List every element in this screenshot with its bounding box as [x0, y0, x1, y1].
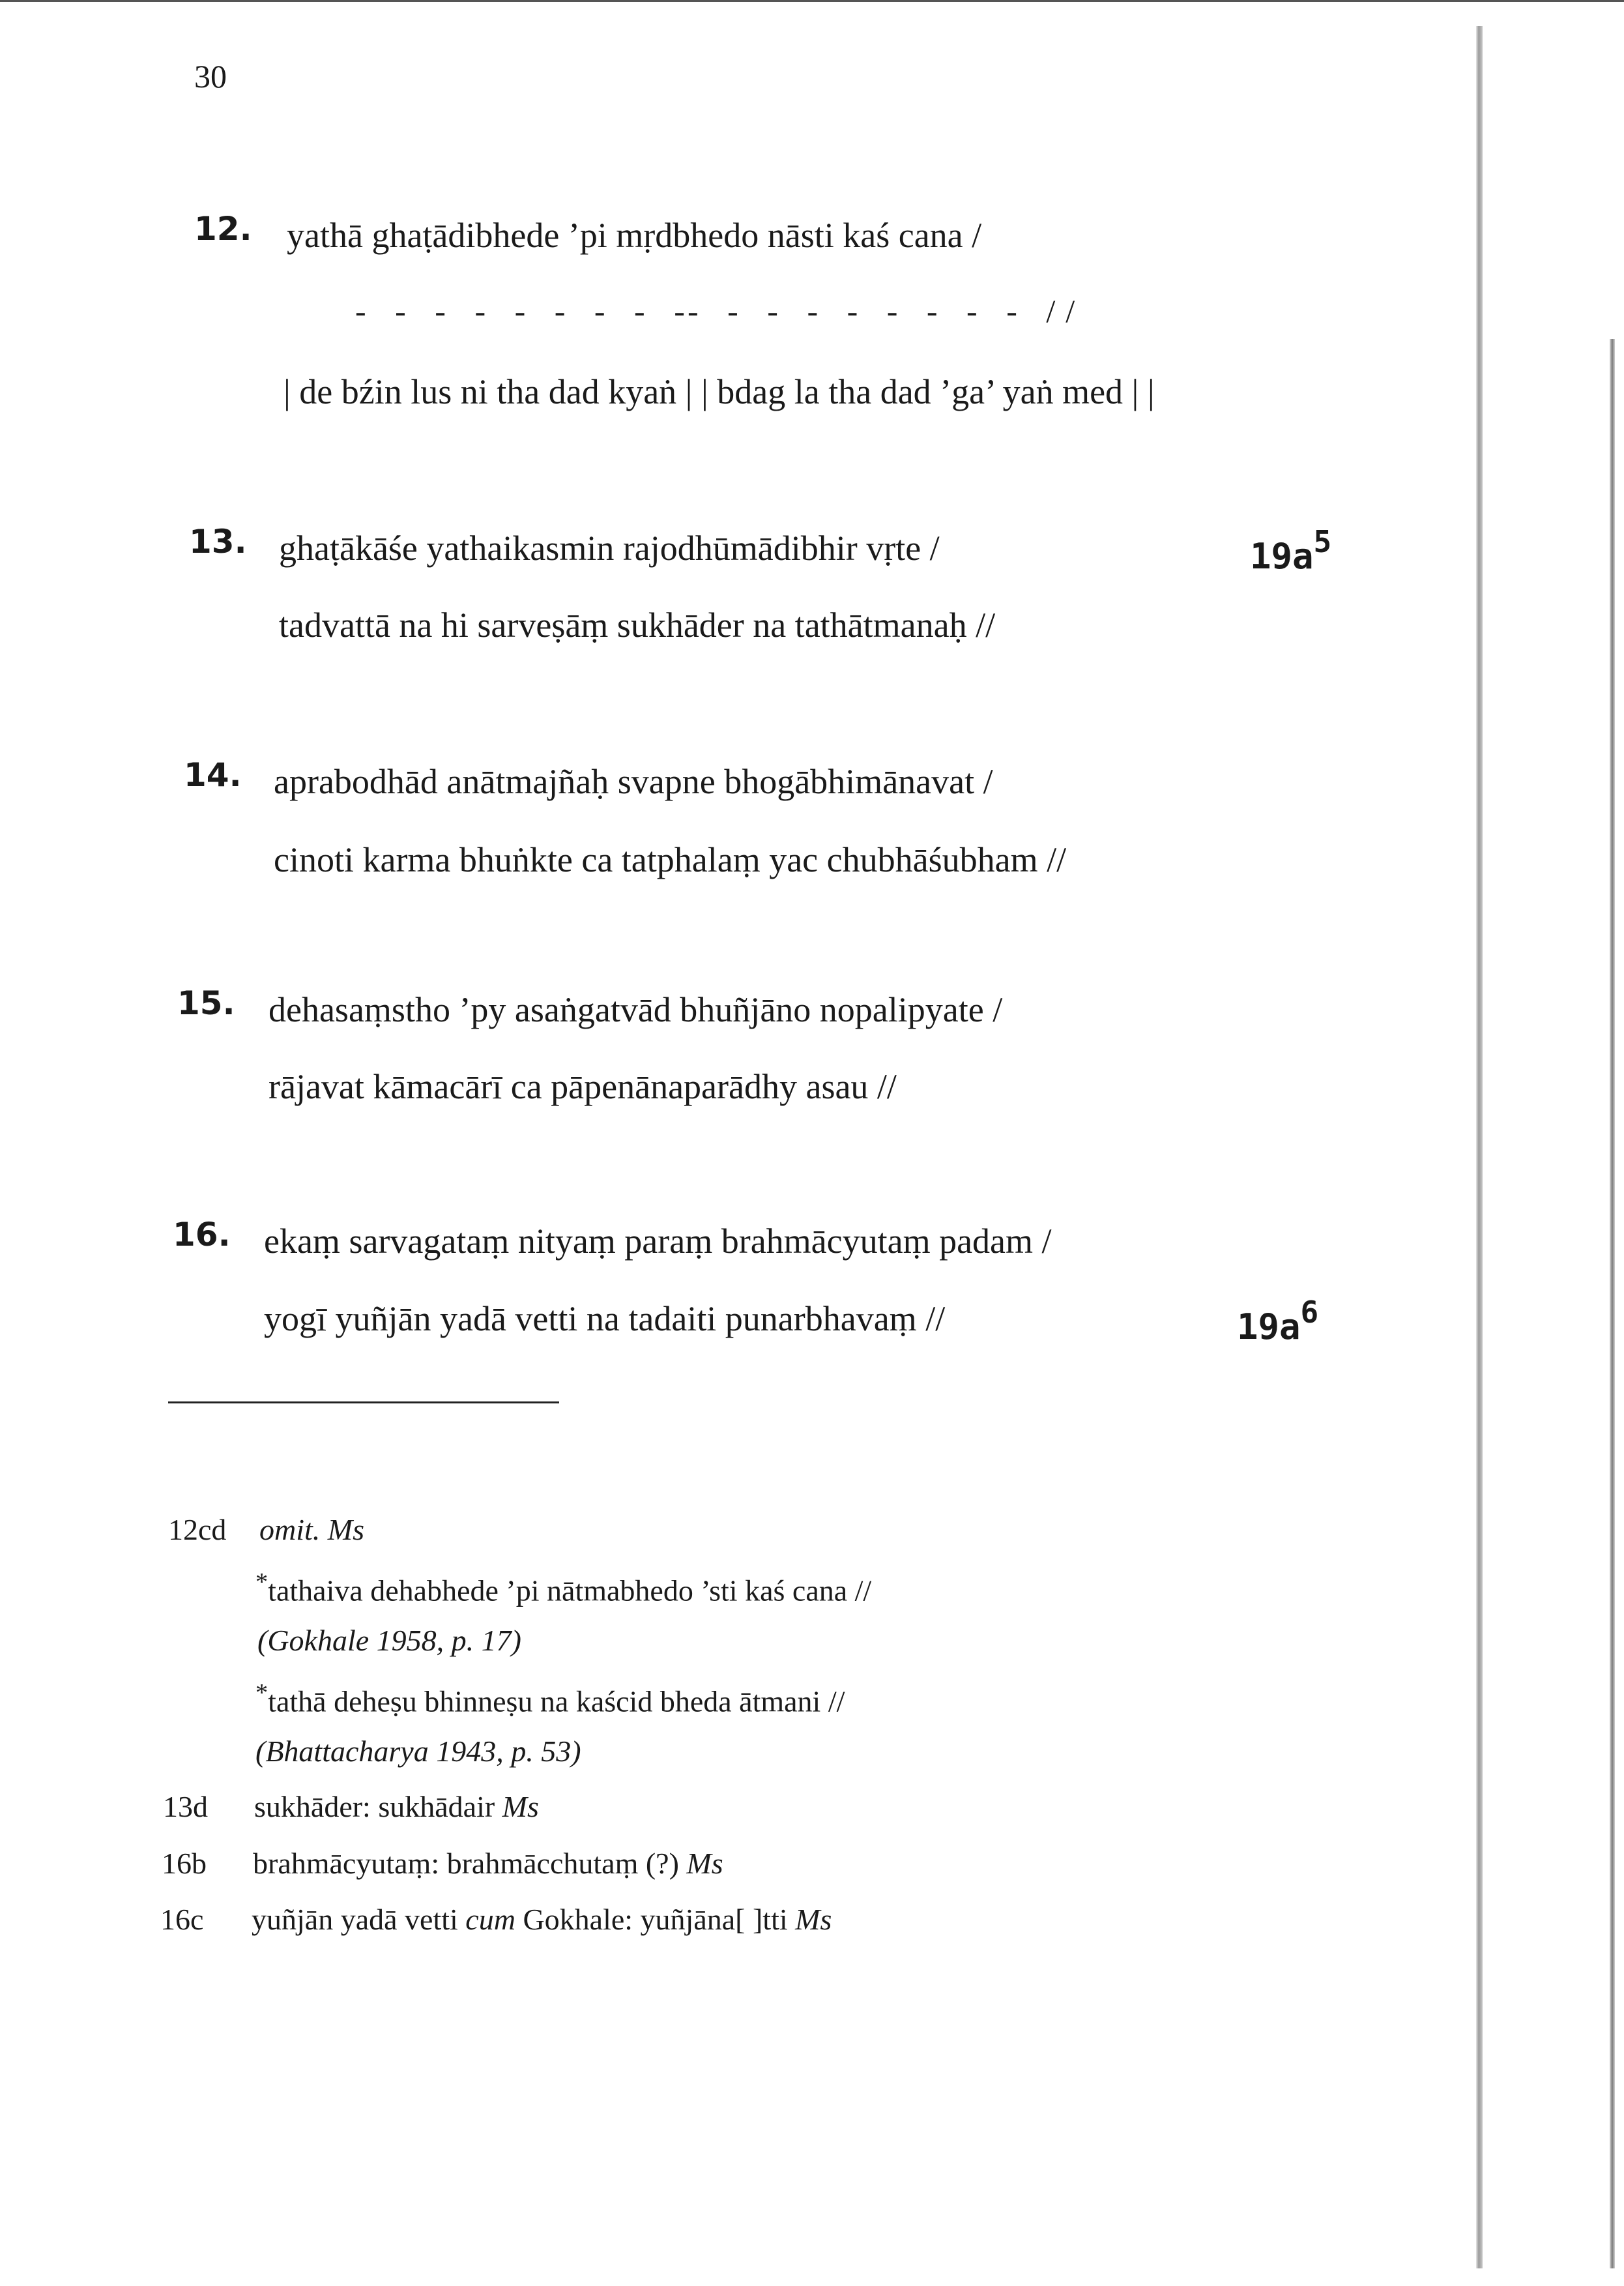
footnote-16b: [253, 1846, 723, 1881]
asterisk: *: [255, 1679, 268, 1707]
folio-ref-main: 19a: [1237, 1306, 1301, 1347]
footnote-16c-text-b: Gokhale: yuñjāna[ ]tti: [523, 1903, 788, 1936]
asterisk: *: [255, 1568, 268, 1596]
verse-number-12: 12.: [194, 210, 252, 248]
footnote-12cd-omit: omit. Ms: [259, 1513, 364, 1546]
book-spine-shadow: [1476, 26, 1483, 2268]
verse-number-16: 16.: [173, 1216, 231, 1253]
ms-siglum: Ms: [502, 1790, 539, 1823]
footnote-12cd-alt1: [255, 1568, 871, 1607]
verse-12-tibetan: | de bźin lus ni tha dad kyaṅ | | bdag la tha dad ’ga’ yaṅ med | |: [283, 372, 1155, 411]
verse-number-14: 14.: [184, 756, 242, 794]
footnote-16c-text-a: yuñjān yadā vetti: [252, 1903, 458, 1936]
verse-16-line-2: yogī yuñjān yadā vetti na tadaiti punarbhavaṃ //: [264, 1299, 946, 1338]
top-rule: [0, 0, 1624, 2]
alt2-text: tathā deheṣu bhinneṣu na kaścid bheda ātmani //: [268, 1684, 845, 1718]
page-number: 30: [194, 58, 227, 95]
verse-16-line-1: ekaṃ sarvagataṃ nityaṃ paraṃ brahmācyutaṃ padam /: [264, 1222, 1052, 1261]
folio-ref-sup: 5: [1313, 524, 1332, 559]
footnote-label-16c: 16c: [160, 1903, 204, 1936]
folio-ref-main: 19a: [1250, 536, 1314, 577]
ms-siglum: Ms: [795, 1903, 832, 1936]
footnote-12cd-source2: (Bhattacharya 1943, p. 53): [255, 1735, 581, 1768]
verse-12-gap-right: - - - - - - - - - //: [688, 293, 1086, 329]
verse-15-line-2: rājavat kāmacārī ca pāpenānaparādhy asau //: [268, 1067, 897, 1106]
verse-13-line-1: ghaṭākāśe yathaikasmin rajodhūmādibhir vṛte /: [279, 529, 940, 568]
verse-14-line-2: cinoti karma bhuṅkte ca tatphalaṃ yac chubhāśubham //: [274, 840, 1067, 879]
folio-ref-sup: 6: [1300, 1295, 1319, 1330]
verse-15-line-1: dehasaṃstho ’py asaṅgatvād bhuñjāno nopalipyate /: [268, 990, 1003, 1029]
verse-number-13: 13.: [189, 523, 247, 561]
verse-14-line-1: aprabodhād anātmajñaḥ svapne bhogābhimānavat /: [274, 762, 993, 801]
footnote-16c: [252, 1902, 832, 1937]
ms-siglum: Ms: [686, 1847, 723, 1880]
alt1-text: tathaiva dehabhede ’pi nātmabhedo ’sti kaś cana //: [268, 1574, 872, 1607]
folio-ref-19a6: [1237, 1295, 1319, 1347]
footnote-label-13d: 13d: [163, 1790, 208, 1823]
footnote-16b-text: brahmācyutaṃ: brahmācchutaṃ (?): [253, 1847, 679, 1880]
footnote-13d-text: sukhāder: sukhādair: [254, 1790, 495, 1823]
cum-word: cum: [465, 1903, 515, 1936]
footnote-rule: [168, 1401, 559, 1403]
footnote-label-12cd: 12cd: [168, 1513, 227, 1546]
verse-12-gap-left: - - - - - - - - -: [355, 293, 695, 329]
folio-ref-19a5: [1250, 524, 1332, 577]
footnote-13d: [254, 1789, 539, 1824]
footnote-12cd-alt2: [255, 1678, 845, 1718]
verse-13-line-2: tadvattā na hi sarveṣāṃ sukhāder na tathātmanaḥ //: [279, 606, 996, 645]
verse-number-15: 15.: [177, 984, 235, 1022]
page-edge-shadow: [1610, 339, 1615, 2268]
footnote-12cd-source1: (Gokhale 1958, p. 17): [257, 1624, 521, 1657]
verse-12-line-1: yathā ghaṭādibhede ’pi mṛdbhedo nāsti kaś cana /: [287, 216, 982, 255]
footnote-label-16b: 16b: [162, 1847, 207, 1880]
